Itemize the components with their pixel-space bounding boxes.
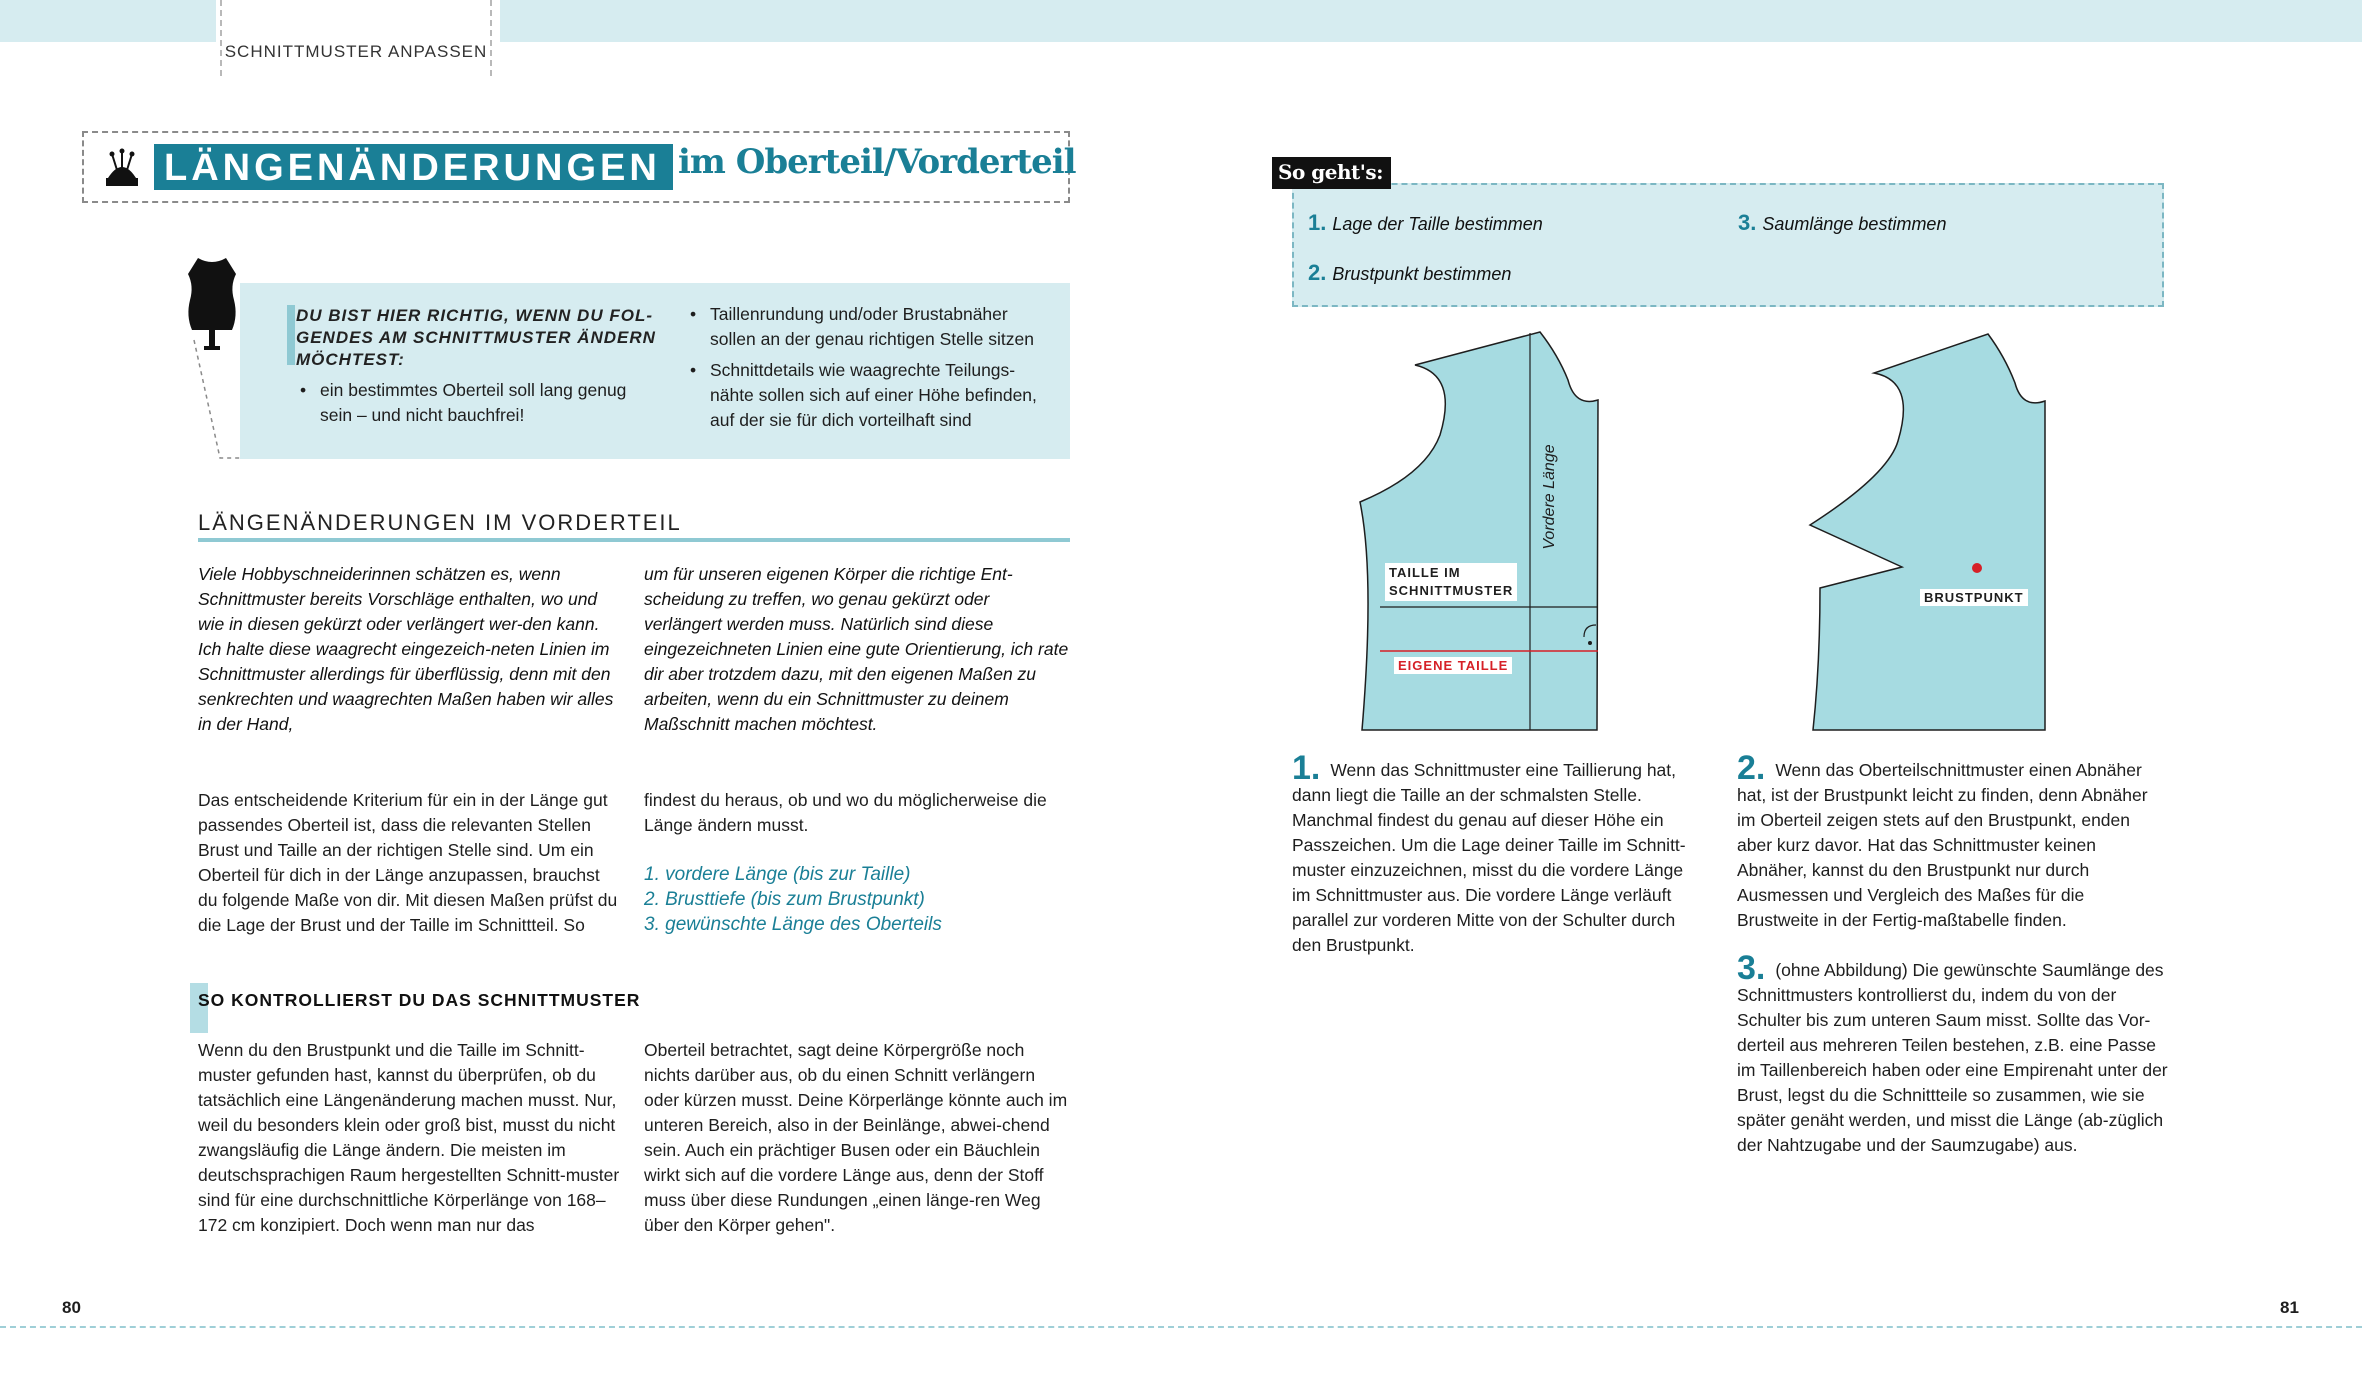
bodice-pattern-right	[1810, 334, 2045, 730]
bust-point-marker	[1972, 563, 1982, 573]
intro-col2: um für unseren eigenen Körper die richtige Ent-scheidung zu treffen, wo genau gekürzt oder verlängert werden muss. Natürlich sind diese eingezeichneten Linien eine gute Orientierung, ich rate dir aber trotzdem dazu, mit den eigenen Maßen zu arbeiten, wenn du ein Schnittmuster zu deinem Maßschnitt machen möchtest.	[644, 564, 1069, 734]
top-band-left	[0, 0, 216, 42]
measure-list	[644, 862, 1070, 937]
section-rule	[198, 538, 1070, 542]
step-1: 1. Lage der Taille bestimmen	[1308, 210, 1543, 235]
list-item: 3. gewünschte Länge des Oberteils	[644, 914, 942, 935]
subsection-col1: Wenn du den Brustpunkt und die Taille im Schnitt-muster gefunden hast, kannst du überprüfen, ob du tatsächlich eine Längenänderung machen musst. Nur, weil du besonders klein oder groß bist, musst du nicht zwangsläufig die Länge ändern. Die meisten im deutschsprachigen Raum hergestellten Schnitt-muster sind für eine durchschnittliche Körperlänge von 168–172 cm konzipiert. Doch wenn man nur das	[198, 1040, 620, 1235]
body-col2: findest du heraus, ob und wo du möglicherweise die Länge ändern musst.	[644, 790, 1047, 835]
page-number-left: 80	[62, 1298, 81, 1317]
page-subtitle: im Oberteil/Vorderteil	[678, 142, 1076, 182]
pattern-diagrams	[1340, 325, 2180, 745]
running-head: SCHNITTMUSTER ANPASSEN	[220, 0, 492, 76]
dashed-connector	[190, 338, 242, 460]
info-list-right	[688, 302, 1058, 439]
label-taille-schnittmuster: TAILLE IM SCHNITTMUSTER	[1385, 563, 1517, 601]
section-heading: LÄNGENÄNDERUNGEN IM VORDERTEIL	[198, 510, 682, 535]
explanation-1: 1. Wenn das Schnittmuster eine Taillierung hat, dann liegt die Taille an der schmalsten Stelle. Manchmal findest du genau auf dieser Höhe ein Passzeichen. Um die Lage deiner Taille im Schnitt-muster einzuzeichnen, misst du die vordere Länge im Schnittmuster aus. Die vordere Länge verläuft parallel zur vorderen Mitte von der Schulter durch den Brustpunkt.	[1292, 749, 1686, 955]
page-number-right: 81	[2280, 1298, 2299, 1317]
so-gehts-tag: So geht's:	[1272, 157, 1391, 189]
page-title: LÄNGENÄNDERUNGEN	[154, 144, 673, 190]
info-heading-bar	[287, 305, 295, 365]
list-item: 2. Brusttiefe (bis zum Brustpunkt)	[644, 889, 925, 910]
explanation-3: 3. (ohne Abbildung) Die gewünschte Saumlänge des Schnittmusters kontrollierst du, indem du von der Schulter bis zum unteren Saum misst. Sollte das Vor-derteil aus mehreren Teilen bestehen, z.B. eine Passe im Taillenbereich haben oder eine Empirenaht unter der Brust, legst du die Schnittteile so zusammen, wie sie später genäht werden, und misst die Länge (ab-züglich der Nahtzugabe und der Saumzugabe) aus.	[1737, 949, 2168, 1155]
list-item: 1. vordere Länge (bis zur Taille)	[644, 864, 911, 885]
explanation-2: 2. Wenn das Oberteilschnittmuster einen Abnäher hat, ist der Brustpunkt leicht zu finden, denn Abnäher im Oberteil zeigen stets auf den Brustpunkt, enden aber kurz davor. Hat das Schnittmuster keinen Abnäher, kannst du den Brustpunkt nur durch Ausmessen und Vergleich des Maßes für die Brustweite in der Fertig-maßtabelle finden.	[1737, 749, 2148, 930]
step-2: 2. Brustpunkt bestimmen	[1308, 260, 1512, 285]
info-heading: DU BIST HIER RICHTIG, WENN DU FOL- GENDES AM SCHNITTMUSTER ÄNDERN MÖCHTEST:	[296, 306, 656, 369]
list-item: • Schnittdetails wie waagrechte Teilungs-nähte sollen sich auf einer Höhe befinden, auf der sie für dich vorteilhaft sind	[688, 358, 1058, 433]
subsection-heading: SO KONTROLLIERST DU DAS SCHNITTMUSTER	[198, 990, 641, 1010]
subsection-col2: Oberteil betrachtet, sagt deine Körpergröße noch nichts darüber aus, ob du einen Schnitt verlängern oder kürzen musst. Deine Körperlänge könnte auch im unteren Bereich, also in der Beinlänge, abwei-chend sein. Auch ein prächtiger Busen oder ein Bäuchlein wirkt sich auf die vordere Länge aus, denn der Stoff muss über diese Rundungen „einen länge-ren Weg über den Körper gehen".	[644, 1040, 1068, 1235]
label-eigene-taille: EIGENE TAILLE	[1394, 657, 1512, 674]
label-brustpunkt: BRUSTPUNKT	[1920, 589, 2028, 606]
top-band-right	[500, 0, 2362, 42]
list-item: • Taillenrundung und/oder Brustabnäher sollen an der genau richtigen Stelle sitzen	[688, 302, 1058, 352]
bottom-rule	[0, 1326, 2362, 1328]
dress-form-icon	[176, 254, 248, 354]
intro-col1: Viele Hobbyschneiderinnen schätzen es, wenn Schnittmuster bereits Vorschläge enthalten, wo und wie in diesen gekürzt oder verlängert wer-den kann. Ich halte diese waagrecht eingezeich-neten Linien im Schnittmuster allerdings für überflüssig, denn mit den senkrechten und waagrechten Maßen haben wir alles in der Hand,	[198, 564, 614, 734]
step-3: 3. Saumlänge bestimmen	[1738, 210, 1947, 235]
label-vordere-laenge: Vordere Länge	[1541, 444, 1558, 550]
info-list-left	[298, 378, 658, 434]
steps-box	[1292, 183, 2164, 307]
list-item: • ein bestimmtes Oberteil soll lang genug sein – und nicht bauchfrei!	[298, 378, 658, 428]
pincushion-icon	[102, 148, 142, 192]
body-col1: Das entscheidende Kriterium für ein in der Länge gut passendes Oberteil ist, dass die relevanten Stellen Brust und Taille an der richtigen Stelle sind. Um ein Oberteil für dich in der Länge anzupassen, brauchst du folgende Maße von dir. Mit diesen Maßen prüfst du die Lage der Brust und der Taille im Schnittteil. So	[198, 790, 618, 935]
